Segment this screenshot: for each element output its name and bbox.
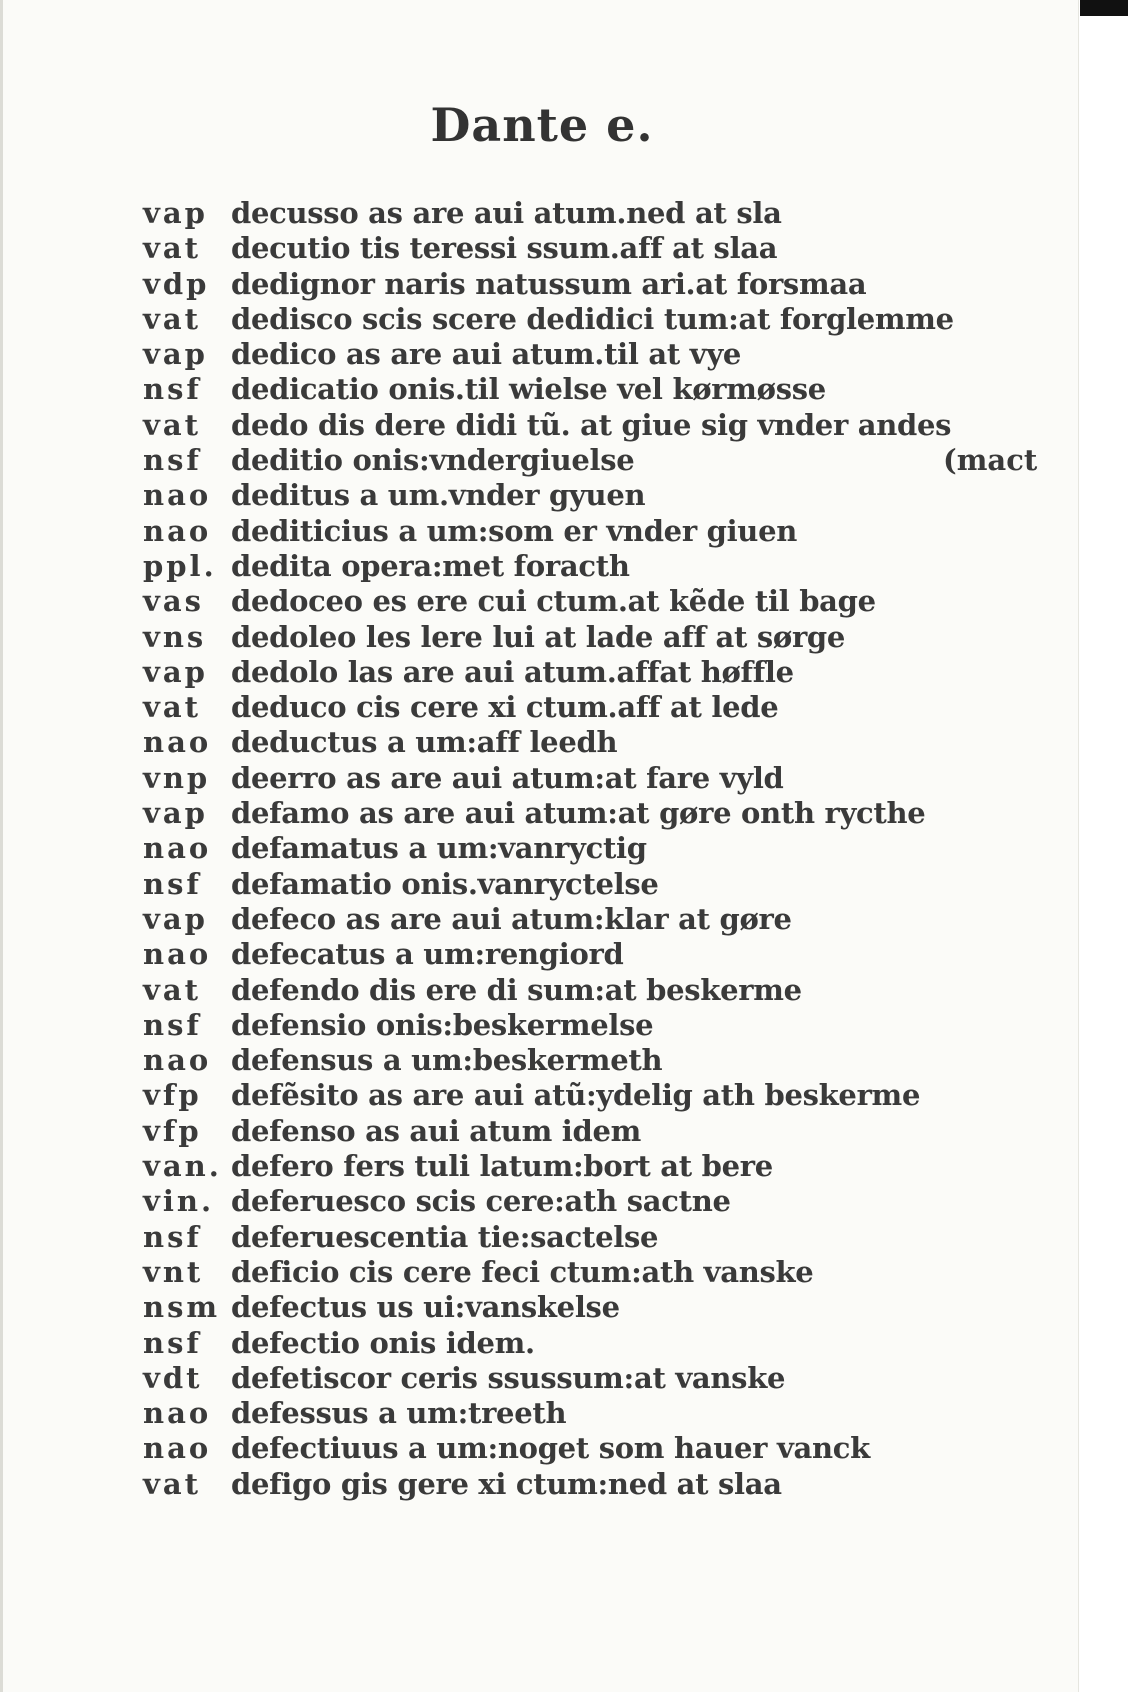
entry-text: defigo gis gere xi ctum:ned at slaa bbox=[231, 1466, 782, 1501]
dictionary-entry bbox=[143, 620, 903, 655]
dictionary-entry bbox=[143, 514, 903, 549]
grammar-code: nao bbox=[143, 1043, 212, 1078]
grammar-code: nao bbox=[143, 725, 212, 760]
entry-text: deditus a um.vnder gyuen bbox=[231, 478, 646, 513]
dictionary-entry bbox=[143, 725, 903, 760]
running-head: Dante e. bbox=[430, 98, 654, 152]
dictionary-entry bbox=[143, 372, 903, 407]
dictionary-entry bbox=[143, 1043, 903, 1078]
grammar-code: vap bbox=[143, 796, 208, 831]
dictionary-entry bbox=[143, 1149, 903, 1184]
entry-text: defeco as are aui atum:klar at gøre bbox=[231, 901, 792, 936]
grammar-code: nao bbox=[143, 478, 212, 513]
entry-text: defendo dis ere di sum:at beskerme bbox=[231, 972, 802, 1007]
dictionary-entry bbox=[143, 796, 926, 831]
grammar-code: vap bbox=[143, 196, 208, 230]
grammar-code: vat bbox=[143, 301, 202, 336]
entry-text: defecatus a um:rengiord bbox=[231, 937, 624, 972]
grammar-code: nao bbox=[143, 513, 212, 548]
grammar-code: nao bbox=[143, 1396, 212, 1431]
margin-note: (mact bbox=[943, 443, 1038, 478]
dictionary-entry bbox=[143, 1467, 903, 1502]
grammar-code: vfp bbox=[143, 1113, 202, 1148]
grammar-code: vas bbox=[143, 584, 204, 619]
dictionary-entry bbox=[143, 1078, 921, 1113]
entry-text: dedo dis dere didi tũ. at giue sig vnder andes bbox=[231, 407, 952, 442]
entry-text: deerro as are aui atum:at fare vyld bbox=[231, 760, 784, 795]
grammar-code: vin. bbox=[143, 1184, 215, 1219]
entry-text: dediticius a um:som er vnder giuen bbox=[231, 513, 798, 548]
entry-text: decutio tis teressi ssum.aff at slaa bbox=[231, 231, 778, 266]
dictionary-entry bbox=[143, 443, 1038, 478]
entry-text: defẽsito as are aui atũ:ydelig ath beskerme bbox=[231, 1078, 921, 1113]
grammar-code: vnp bbox=[143, 760, 211, 795]
entry-text: defamo as are aui atum:at gøre onth rycthe bbox=[231, 796, 926, 831]
entry-text: dedoceo es ere cui ctum.at kẽde til bage bbox=[231, 584, 876, 619]
dictionary-entry bbox=[143, 761, 903, 796]
dictionary-entry bbox=[143, 973, 903, 1008]
grammar-code: nsm bbox=[143, 1290, 221, 1325]
dictionary-entry bbox=[143, 1184, 903, 1219]
dictionary-entry bbox=[143, 1008, 903, 1043]
entry-text: deferuescentia tie:sactelse bbox=[231, 1219, 659, 1254]
grammar-code: vfp bbox=[143, 1078, 202, 1113]
entry-text: dedoleo les lere lui at lade aff at sørge bbox=[231, 619, 846, 654]
dictionary-entry bbox=[143, 407, 952, 443]
entry-text: deferuesco scis cere:ath sactne bbox=[231, 1184, 731, 1219]
grammar-code: nao bbox=[143, 937, 212, 972]
dictionary-entry bbox=[143, 337, 903, 372]
entry-text: deditio onis:vndergiuelse bbox=[231, 443, 635, 478]
grammar-code: nao bbox=[143, 1431, 212, 1466]
entry-text: defero fers tuli latum:bort at bere bbox=[231, 1149, 773, 1184]
entry-text: defectiuus a um:noget som hauer vanck bbox=[231, 1431, 870, 1466]
dictionary-entry bbox=[143, 1220, 903, 1255]
dictionary-entries bbox=[143, 196, 1038, 1502]
grammar-code: vat bbox=[143, 1466, 202, 1501]
grammar-code: vat bbox=[143, 231, 202, 266]
grammar-code: vap bbox=[143, 654, 208, 689]
grammar-code: van. bbox=[143, 1149, 222, 1184]
entry-text: dedisco scis scere dedidici tum:at forglemme bbox=[231, 301, 954, 336]
grammar-code: vat bbox=[143, 407, 202, 442]
dictionary-entry bbox=[143, 690, 903, 725]
grammar-code: nsf bbox=[143, 372, 202, 407]
dictionary-entry bbox=[143, 655, 903, 690]
dictionary-entry bbox=[143, 902, 903, 937]
dictionary-entry bbox=[143, 1114, 903, 1149]
entry-text: defensus a um:beskermeth bbox=[231, 1043, 663, 1078]
dictionary-entry bbox=[143, 1396, 903, 1431]
grammar-code: nsf bbox=[143, 1219, 202, 1254]
grammar-code: vdt bbox=[143, 1360, 203, 1395]
grammar-code: ppl. bbox=[143, 548, 217, 583]
entry-text: defamatio onis.vanryctelse bbox=[231, 866, 659, 901]
dictionary-entry bbox=[143, 937, 903, 972]
grammar-code: vat bbox=[143, 690, 202, 725]
corner-mark bbox=[1080, 0, 1128, 16]
dictionary-entry bbox=[143, 1290, 903, 1325]
grammar-code: nao bbox=[143, 831, 212, 866]
grammar-code: nsf bbox=[143, 1007, 202, 1042]
entry-text: defenso as aui atum idem bbox=[231, 1113, 641, 1148]
dictionary-entry bbox=[143, 301, 954, 337]
dictionary-entry bbox=[143, 1431, 903, 1466]
entry-text: defectio onis idem. bbox=[231, 1325, 535, 1360]
grammar-code: vat bbox=[143, 972, 202, 1007]
entry-text: defectus us ui:vanskelse bbox=[231, 1290, 620, 1325]
dictionary-entry bbox=[143, 549, 903, 584]
dictionary-entry bbox=[143, 478, 903, 513]
entry-text: defamatus a um:vanryctig bbox=[231, 831, 647, 866]
dictionary-entry bbox=[143, 267, 903, 302]
entry-text: dedita opera:met foracth bbox=[231, 548, 630, 583]
dictionary-entry bbox=[143, 831, 903, 866]
entry-text: dedicatio onis.til wielse vel kørmøsse bbox=[231, 372, 826, 407]
page-edge bbox=[1078, 0, 1128, 1692]
entry-text: defessus a um:treeth bbox=[231, 1396, 567, 1431]
entry-text: decusso as are aui atum.ned at sla bbox=[231, 196, 782, 230]
entry-text: deductus a um:aff leedh bbox=[231, 725, 618, 760]
grammar-code: nsf bbox=[143, 443, 202, 478]
dictionary-entry bbox=[143, 196, 903, 231]
grammar-code: vnt bbox=[143, 1254, 204, 1289]
entry-text: defetiscor ceris ssussum:at vanske bbox=[231, 1360, 786, 1395]
entry-text: deficio cis cere feci ctum:ath vanske bbox=[231, 1254, 814, 1289]
dictionary-entry bbox=[143, 231, 903, 266]
dictionary-entry bbox=[143, 867, 903, 902]
entry-text: deduco cis cere xi ctum.aff at lede bbox=[231, 690, 779, 725]
grammar-code: nsf bbox=[143, 1325, 202, 1360]
dictionary-entry bbox=[143, 584, 903, 619]
grammar-code: vap bbox=[143, 901, 208, 936]
grammar-code: vap bbox=[143, 337, 208, 372]
entry-text: dedolo las are aui atum.affat høffle bbox=[231, 654, 794, 689]
dictionary-entry bbox=[143, 1255, 903, 1290]
entry-text: dedignor naris natussum ari.at forsmaa bbox=[231, 266, 867, 301]
dictionary-entry bbox=[143, 1361, 903, 1396]
dictionary-entry bbox=[143, 1326, 903, 1361]
grammar-code: nsf bbox=[143, 866, 202, 901]
entry-text: defensio onis:beskermelse bbox=[231, 1007, 654, 1042]
grammar-code: vdp bbox=[143, 266, 210, 301]
grammar-code: vns bbox=[143, 619, 207, 654]
entry-text: dedico as are aui atum.til at vye bbox=[231, 337, 742, 372]
